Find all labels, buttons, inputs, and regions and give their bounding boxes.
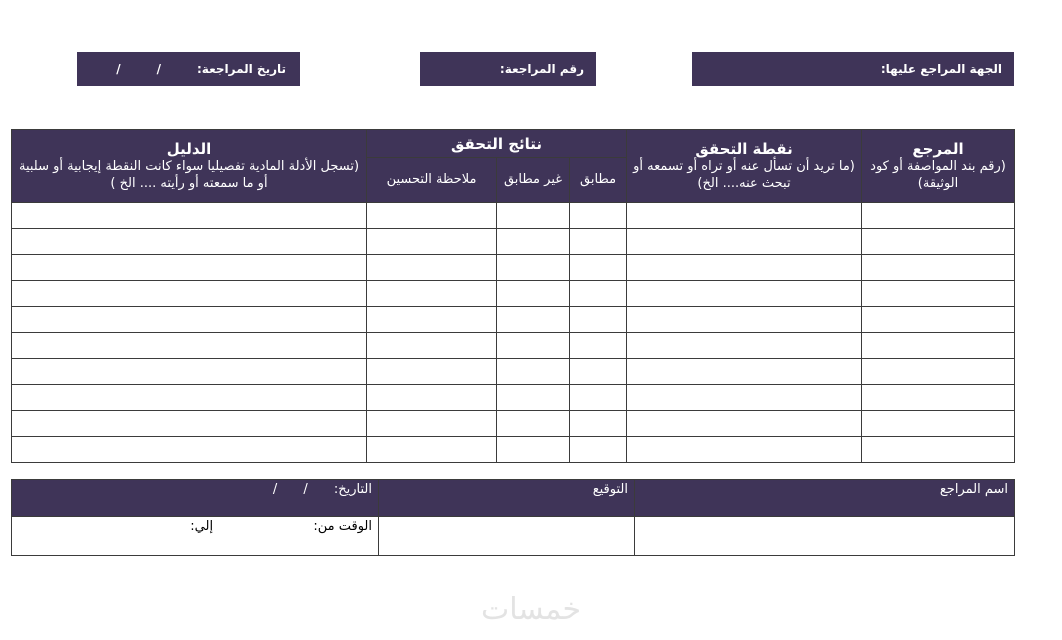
table-row bbox=[12, 255, 1015, 281]
table-cell[interactable] bbox=[570, 203, 627, 229]
table-cell[interactable] bbox=[367, 411, 497, 437]
audit-number-field[interactable] bbox=[420, 52, 596, 86]
time-to-label: إلي: bbox=[190, 519, 214, 534]
table-cell[interactable] bbox=[12, 437, 367, 463]
audited-entity-label: الجهة المراجع عليها: bbox=[880, 62, 1002, 76]
table-cell[interactable] bbox=[497, 333, 570, 359]
table-cell[interactable] bbox=[497, 411, 570, 437]
table-cell[interactable] bbox=[570, 437, 627, 463]
table-cell[interactable] bbox=[570, 333, 627, 359]
table-cell[interactable] bbox=[570, 359, 627, 385]
table-cell[interactable] bbox=[570, 411, 627, 437]
table-row bbox=[12, 359, 1015, 385]
table-cell[interactable] bbox=[570, 255, 627, 281]
table-row bbox=[12, 203, 1015, 229]
table-cell[interactable] bbox=[497, 307, 570, 333]
table-cell[interactable] bbox=[627, 333, 862, 359]
results-title: نتائج التحقق bbox=[450, 134, 543, 153]
checkpoint-title: نقطة التحقق bbox=[695, 140, 793, 158]
table-cell[interactable] bbox=[12, 255, 367, 281]
table-cell[interactable] bbox=[570, 281, 627, 307]
signoff-date-label: التاريخ: bbox=[333, 482, 372, 497]
reference-title: المرجع bbox=[912, 140, 964, 158]
table-row bbox=[12, 281, 1015, 307]
table-cell[interactable] bbox=[12, 333, 367, 359]
table-cell[interactable] bbox=[367, 333, 497, 359]
table-cell[interactable] bbox=[627, 255, 862, 281]
date-separator: / bbox=[303, 482, 308, 497]
table-row bbox=[12, 385, 1015, 411]
date-separator: / bbox=[272, 482, 278, 497]
evidence-subtitle: (تسجل الأدلة المادية تفصيليا سواء كانت النقطة إيجابية أو سلبية أو ما سمعته أو رأيته .... الخ ) bbox=[18, 159, 360, 191]
checkpoint-subtitle: (ما تريد أن تسأل عنه أو تراه أو تسمعه أو تبحث عنه.... الخ) bbox=[633, 159, 855, 191]
table-cell[interactable] bbox=[862, 203, 1015, 229]
date-separator: / bbox=[156, 62, 161, 76]
table-cell[interactable] bbox=[367, 385, 497, 411]
improvement-note-header: ملاحظة التحسين bbox=[367, 158, 497, 203]
table-cell[interactable] bbox=[627, 411, 862, 437]
audit-date-field[interactable] bbox=[77, 52, 300, 86]
time-from-label: الوقت من: bbox=[313, 519, 372, 534]
reference-column-header bbox=[862, 130, 1015, 203]
table-cell[interactable] bbox=[862, 411, 1015, 437]
table-cell[interactable] bbox=[862, 437, 1015, 463]
table-cell[interactable] bbox=[367, 203, 497, 229]
table-cell[interactable] bbox=[497, 437, 570, 463]
auditor-name-label: اسم المراجع bbox=[939, 482, 1008, 497]
table-cell[interactable] bbox=[570, 307, 627, 333]
evidence-title: الدليل bbox=[166, 140, 212, 158]
table-cell[interactable] bbox=[497, 229, 570, 255]
table-cell[interactable] bbox=[862, 359, 1015, 385]
table-cell[interactable] bbox=[570, 229, 627, 255]
table-cell[interactable] bbox=[570, 385, 627, 411]
table-cell[interactable] bbox=[497, 281, 570, 307]
table-cell[interactable] bbox=[367, 307, 497, 333]
table-cell[interactable] bbox=[12, 385, 367, 411]
audited-entity-field[interactable] bbox=[692, 52, 1014, 86]
table-cell[interactable] bbox=[497, 203, 570, 229]
date-separator: / bbox=[116, 62, 121, 76]
table-row bbox=[12, 307, 1015, 333]
table-cell[interactable] bbox=[862, 385, 1015, 411]
auditor-signoff-table bbox=[11, 479, 1015, 556]
table-row bbox=[12, 411, 1015, 437]
time-field[interactable] bbox=[12, 517, 379, 556]
table-cell[interactable] bbox=[862, 281, 1015, 307]
signature-field[interactable] bbox=[379, 517, 635, 556]
results-column-header bbox=[367, 130, 627, 158]
signature-header bbox=[379, 480, 635, 517]
table-cell[interactable] bbox=[627, 385, 862, 411]
table-cell[interactable] bbox=[367, 359, 497, 385]
table-cell[interactable] bbox=[367, 281, 497, 307]
audit-number-label: رقم المراجعة: bbox=[499, 62, 584, 76]
table-cell[interactable] bbox=[12, 281, 367, 307]
checkpoint-column-header bbox=[627, 130, 862, 203]
table-cell[interactable] bbox=[862, 255, 1015, 281]
audit-checklist-table bbox=[11, 129, 1015, 463]
auditor-name-field[interactable] bbox=[635, 517, 1015, 556]
table-cell[interactable] bbox=[862, 333, 1015, 359]
auditor-name-header bbox=[635, 480, 1015, 517]
table-cell[interactable] bbox=[627, 437, 862, 463]
audit-date-label: تاريخ المراجعة: bbox=[197, 62, 286, 76]
table-cell[interactable] bbox=[12, 359, 367, 385]
watermark-logo: خمسات bbox=[480, 592, 582, 627]
table-cell[interactable] bbox=[627, 307, 862, 333]
table-cell[interactable] bbox=[12, 411, 367, 437]
table-cell[interactable] bbox=[497, 359, 570, 385]
evidence-column-header bbox=[12, 130, 367, 203]
table-cell[interactable] bbox=[497, 385, 570, 411]
table-row bbox=[12, 229, 1015, 255]
table-row bbox=[12, 333, 1015, 359]
signature-label: التوقيع bbox=[592, 482, 628, 497]
conforming-header: مطابق bbox=[570, 158, 627, 203]
table-cell[interactable] bbox=[862, 307, 1015, 333]
table-cell[interactable] bbox=[627, 229, 862, 255]
reference-subtitle: (رقم بند المواصفة أو كود الوثيقة) bbox=[870, 159, 1006, 191]
table-row bbox=[12, 437, 1015, 463]
table-cell[interactable] bbox=[862, 229, 1015, 255]
nonconforming-header: غير مطابق bbox=[497, 158, 570, 203]
signoff-date-header bbox=[12, 480, 379, 517]
table-cell[interactable] bbox=[627, 359, 862, 385]
table-cell[interactable] bbox=[12, 229, 367, 255]
table-cell[interactable] bbox=[367, 229, 497, 255]
table-cell[interactable] bbox=[12, 307, 367, 333]
table-cell[interactable] bbox=[627, 281, 862, 307]
table-cell[interactable] bbox=[367, 255, 497, 281]
table-cell[interactable] bbox=[12, 203, 367, 229]
table-cell[interactable] bbox=[497, 255, 570, 281]
table-cell[interactable] bbox=[367, 437, 497, 463]
table-cell[interactable] bbox=[627, 203, 862, 229]
